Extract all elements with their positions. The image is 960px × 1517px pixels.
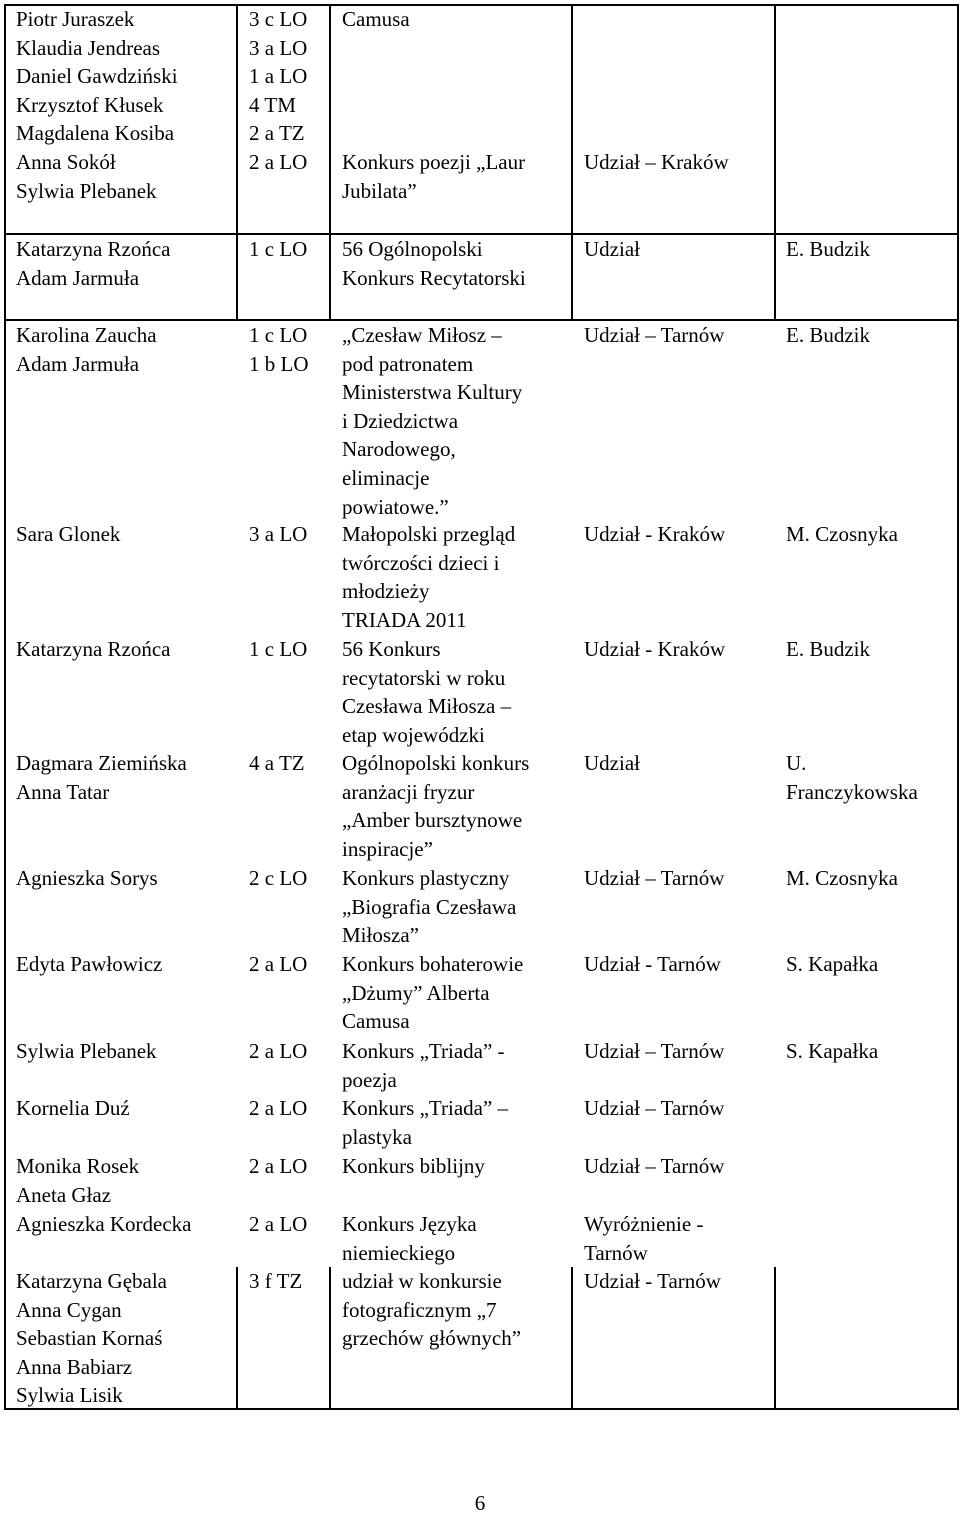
column-divider — [571, 1267, 573, 1409]
event-title-line: Ministerstwa Kultury — [342, 380, 523, 405]
event-title-line: Konkurs poezji „Laur — [342, 150, 526, 174]
participant-names-line: Karolina Zaucha — [16, 323, 157, 347]
participant-names-line: Kornelia Duź — [16, 1096, 130, 1120]
result-line: Udział - Kraków — [584, 522, 726, 546]
result-line: Tarnów — [584, 1240, 648, 1265]
teacher-line: U. — [786, 751, 807, 775]
teacher-line: Franczykowska — [786, 779, 918, 804]
event-title-line: plastyka — [342, 1124, 412, 1149]
teacher-line: S. Kapałka — [786, 952, 879, 976]
event-title-line: niemieckiego — [342, 1240, 456, 1265]
event-title-line: „Dżumy” Alberta — [342, 980, 490, 1005]
participant-names-line: Sebastian Kornaś — [16, 1326, 163, 1351]
class-labels-line: 2 a LO — [249, 1154, 308, 1178]
table-border-top — [4, 4, 959, 6]
teacher-line: S. Kapałka — [786, 1039, 879, 1063]
event-title-line: Konkurs Recytatorski — [342, 265, 526, 290]
event-title-line: pod patronatem — [342, 351, 474, 376]
event-title-line: powiatowe.” — [342, 494, 449, 519]
page-number: 6 — [474, 1491, 486, 1515]
column-divider — [774, 1267, 776, 1409]
event-title-line: Camusa — [342, 1009, 410, 1034]
class-labels-line: 3 f TZ — [249, 1269, 303, 1293]
result-line: Udział – Kraków — [584, 150, 729, 174]
result-line: Udział – Tarnów — [584, 1096, 725, 1120]
participant-names-line: Sylwia Plebanek — [16, 178, 157, 203]
participant-names-line: Monika Rosek — [16, 1154, 140, 1178]
event-title-line: udział w konkursie — [342, 1269, 502, 1293]
event-title-line: Czesława Miłosza – — [342, 694, 512, 719]
class-labels-line: 2 a LO — [249, 952, 308, 976]
participant-names-line: Katarzyna Rzońca — [16, 637, 171, 661]
event-title-line: twórczości dzieci i — [342, 550, 500, 575]
class-labels-line: 2 a LO — [249, 1212, 308, 1236]
class-labels-line: 3 c LO — [249, 7, 308, 31]
participant-names-line: Sylwia Plebanek — [16, 1039, 157, 1063]
table-border-left — [4, 4, 6, 1410]
class-labels-line: 3 a LO — [249, 35, 308, 60]
event-title-line: poezja — [342, 1067, 397, 1092]
participant-names-line: Sylwia Lisik — [16, 1383, 123, 1408]
class-labels-line: 1 c LO — [249, 237, 308, 261]
teacher-line: M. Czosnyka — [786, 866, 898, 890]
result-line: Udział - Tarnów — [584, 952, 721, 976]
teacher-line: E. Budzik — [786, 637, 870, 661]
class-labels-line: 2 a LO — [249, 150, 308, 174]
event-title-line: grzechów głównych” — [342, 1326, 522, 1351]
event-title-line: i Dziedzictwa — [342, 408, 459, 433]
participant-names-line: Agnieszka Sorys — [16, 866, 158, 890]
participant-names-line: Magdalena Kosiba — [16, 121, 175, 146]
participant-names-line: Daniel Gawdziński — [16, 64, 178, 89]
participant-names-line: Anna Babiarz — [16, 1354, 133, 1379]
participant-names-line: Anna Sokół — [16, 150, 116, 174]
event-title-line: aranżacji fryzur — [342, 779, 475, 804]
event-title-line: inspiracje” — [342, 836, 433, 861]
class-labels-line: 4 a TZ — [249, 751, 305, 775]
class-labels-line: 2 a LO — [249, 1039, 308, 1063]
event-title-line: TRIADA 2011 — [342, 607, 467, 632]
participant-names-line: Katarzyna Rzońca — [16, 237, 171, 261]
class-labels-line: 1 b LO — [249, 351, 309, 376]
participant-names-line: Krzysztof Kłusek — [16, 92, 164, 117]
table-border-bottom — [4, 1408, 959, 1410]
column-divider — [329, 4, 331, 320]
participant-names-line: Anna Tatar — [16, 779, 110, 804]
event-title-line: Konkurs Języka — [342, 1212, 477, 1236]
participant-names-line: Piotr Juraszek — [16, 7, 135, 31]
event-title-line: eliminacje — [342, 466, 430, 490]
event-title-line: recytatorski w roku — [342, 665, 506, 690]
event-title-line: fotograficznym „7 — [342, 1297, 497, 1322]
event-title-line: Konkurs plastyczny — [342, 866, 510, 890]
column-divider — [571, 4, 573, 320]
column-divider — [774, 4, 776, 320]
teacher-line: M. Czosnyka — [786, 522, 898, 546]
result-line: Udział – Tarnów — [584, 866, 725, 890]
result-line: Udział – Tarnów — [584, 1039, 725, 1063]
class-labels-line: 3 a LO — [249, 522, 308, 546]
result-line: Wyróżnienie - — [584, 1212, 704, 1236]
result-line: Udział – Tarnów — [584, 323, 725, 347]
event-title-line: młodzieży — [342, 579, 430, 604]
participant-names-line: Sara Glonek — [16, 522, 121, 546]
result-line: Udział — [584, 237, 640, 261]
class-labels-line: 4 TM — [249, 92, 296, 117]
event-title-line: Konkurs „Triada” – — [342, 1096, 509, 1120]
result-line: Udział - Tarnów — [584, 1269, 721, 1293]
participant-names-line: Aneta Głaz — [16, 1182, 112, 1207]
result-line: Udział — [584, 751, 640, 775]
table-border-right — [957, 4, 959, 1410]
column-divider — [236, 4, 238, 320]
class-labels-line: 1 a LO — [249, 64, 308, 89]
event-title-line: Małopolski przegląd — [342, 522, 516, 546]
participant-names-line: Dagmara Ziemińska — [16, 751, 187, 775]
event-title-line: Konkurs biblijny — [342, 1154, 485, 1178]
participant-names-line: Adam Jarmuła — [16, 351, 140, 376]
participant-names-line: Anna Cygan — [16, 1297, 122, 1322]
event-title-line: Ogólnopolski konkurs — [342, 751, 530, 775]
column-divider — [329, 1267, 331, 1409]
class-labels-line: 1 c LO — [249, 323, 308, 347]
participant-names-line: Katarzyna Gębala — [16, 1269, 167, 1293]
participant-names-line: Klaudia Jendreas — [16, 35, 161, 60]
class-labels-line: 2 a TZ — [249, 121, 305, 146]
event-title-line: „Czesław Miłosz – — [342, 323, 502, 347]
participant-names-line: Agnieszka Kordecka — [16, 1212, 192, 1236]
participant-names-line: Adam Jarmuła — [16, 265, 140, 290]
event-title-line: „Biografia Czesława — [342, 894, 517, 919]
teacher-line: E. Budzik — [786, 323, 870, 347]
class-labels-line: 1 c LO — [249, 637, 308, 661]
event-title-line: Konkurs „Triada” - — [342, 1039, 505, 1063]
teacher-line: E. Budzik — [786, 237, 870, 261]
event-title-line: „Amber bursztynowe — [342, 808, 523, 833]
event-title-line: 56 Konkurs — [342, 637, 441, 661]
result-line: Udział – Tarnów — [584, 1154, 725, 1178]
event-title-line: Miłosza” — [342, 923, 419, 948]
class-labels-line: 2 c LO — [249, 866, 308, 890]
result-line: Udział - Kraków — [584, 637, 726, 661]
column-divider — [236, 1267, 238, 1409]
event-title-line: 56 Ogólnopolski — [342, 237, 483, 261]
event-title-line: Jubilata” — [342, 178, 417, 203]
event-title-line: Camusa — [342, 7, 410, 31]
class-labels-line: 2 a LO — [249, 1096, 308, 1120]
event-title-line: etap wojewódzki — [342, 722, 485, 747]
event-title-line: Narodowego, — [342, 437, 456, 462]
participant-names-line: Edyta Pawłowicz — [16, 952, 163, 976]
event-title-line: Konkurs bohaterowie — [342, 952, 524, 976]
